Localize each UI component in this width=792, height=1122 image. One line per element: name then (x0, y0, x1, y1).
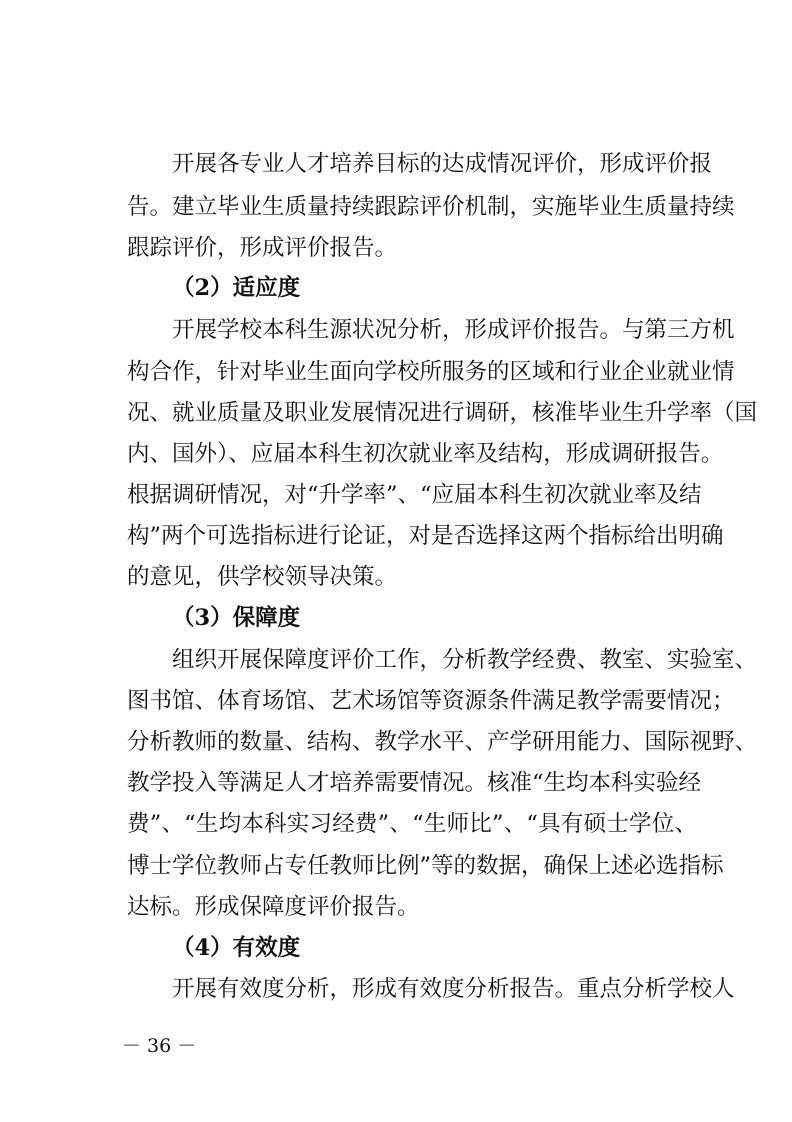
paragraph-line: 费”、“生均本科实习经费”、“生师比”、“具有硕士学位、 (127, 811, 697, 837)
paragraph-line: 开展学校本科生源状况分析，形成评价报告。与第三方机 (172, 317, 735, 343)
paragraph-line: 内、国外）、应届本科生初次就业率及结构，形成调研报告。 (127, 441, 724, 467)
paragraph-line: 达标。形成保障度评价报告。 (127, 894, 420, 920)
section-heading-assurance: （3）保障度 (172, 605, 301, 631)
paragraph-line: 图书馆、体育场馆、艺术场馆等资源条件满足教学需要情况； (127, 688, 735, 714)
paragraph-line: 构”两个可选指标进行论证，对是否选择这两个指标给出明确 (127, 523, 724, 549)
section-heading-effectiveness: （4）有效度 (172, 935, 301, 961)
paragraph-line: 的意见，供学校领导决策。 (127, 564, 398, 590)
paragraph-line: 开展有效度分析，形成有效度分析报告。重点分析学校人 (172, 976, 735, 1002)
paragraph-line: 况、就业质量及职业发展情况进行调研，核准毕业生升学率（国 (127, 400, 758, 426)
paragraph-line: 教学投入等满足人才培养需要情况。核准“生均本科实验经 (127, 770, 702, 796)
page-number: － 36 － (122, 1035, 197, 1057)
paragraph-line: 根据调研情况，对“升学率”、“应届本科生初次就业率及结 (127, 482, 702, 508)
paragraph-line: 开展各专业人才培养目标的达成情况评价，形成评价报 (172, 151, 713, 177)
paragraph-line: 跟踪评价，形成评价报告。 (127, 235, 398, 261)
paragraph-line: 分析教师的数量、结构、教学水平、产学研用能力、国际视野、 (127, 729, 758, 755)
paragraph-line: 组织开展保障度评价工作，分析教学经费、教室、实验室、 (172, 647, 758, 673)
paragraph-line: 构合作，针对毕业生面向学校所服务的区域和行业企业就业情 (127, 359, 735, 385)
paragraph-line: 博士学位教师占专任教师比例”等的数据，确保上述必选指标 (127, 853, 724, 879)
paragraph-line: 告。建立毕业生质量持续跟踪评价机制，实施毕业生质量持续 (127, 194, 735, 220)
section-heading-adaptability: （2）适应度 (172, 275, 301, 301)
